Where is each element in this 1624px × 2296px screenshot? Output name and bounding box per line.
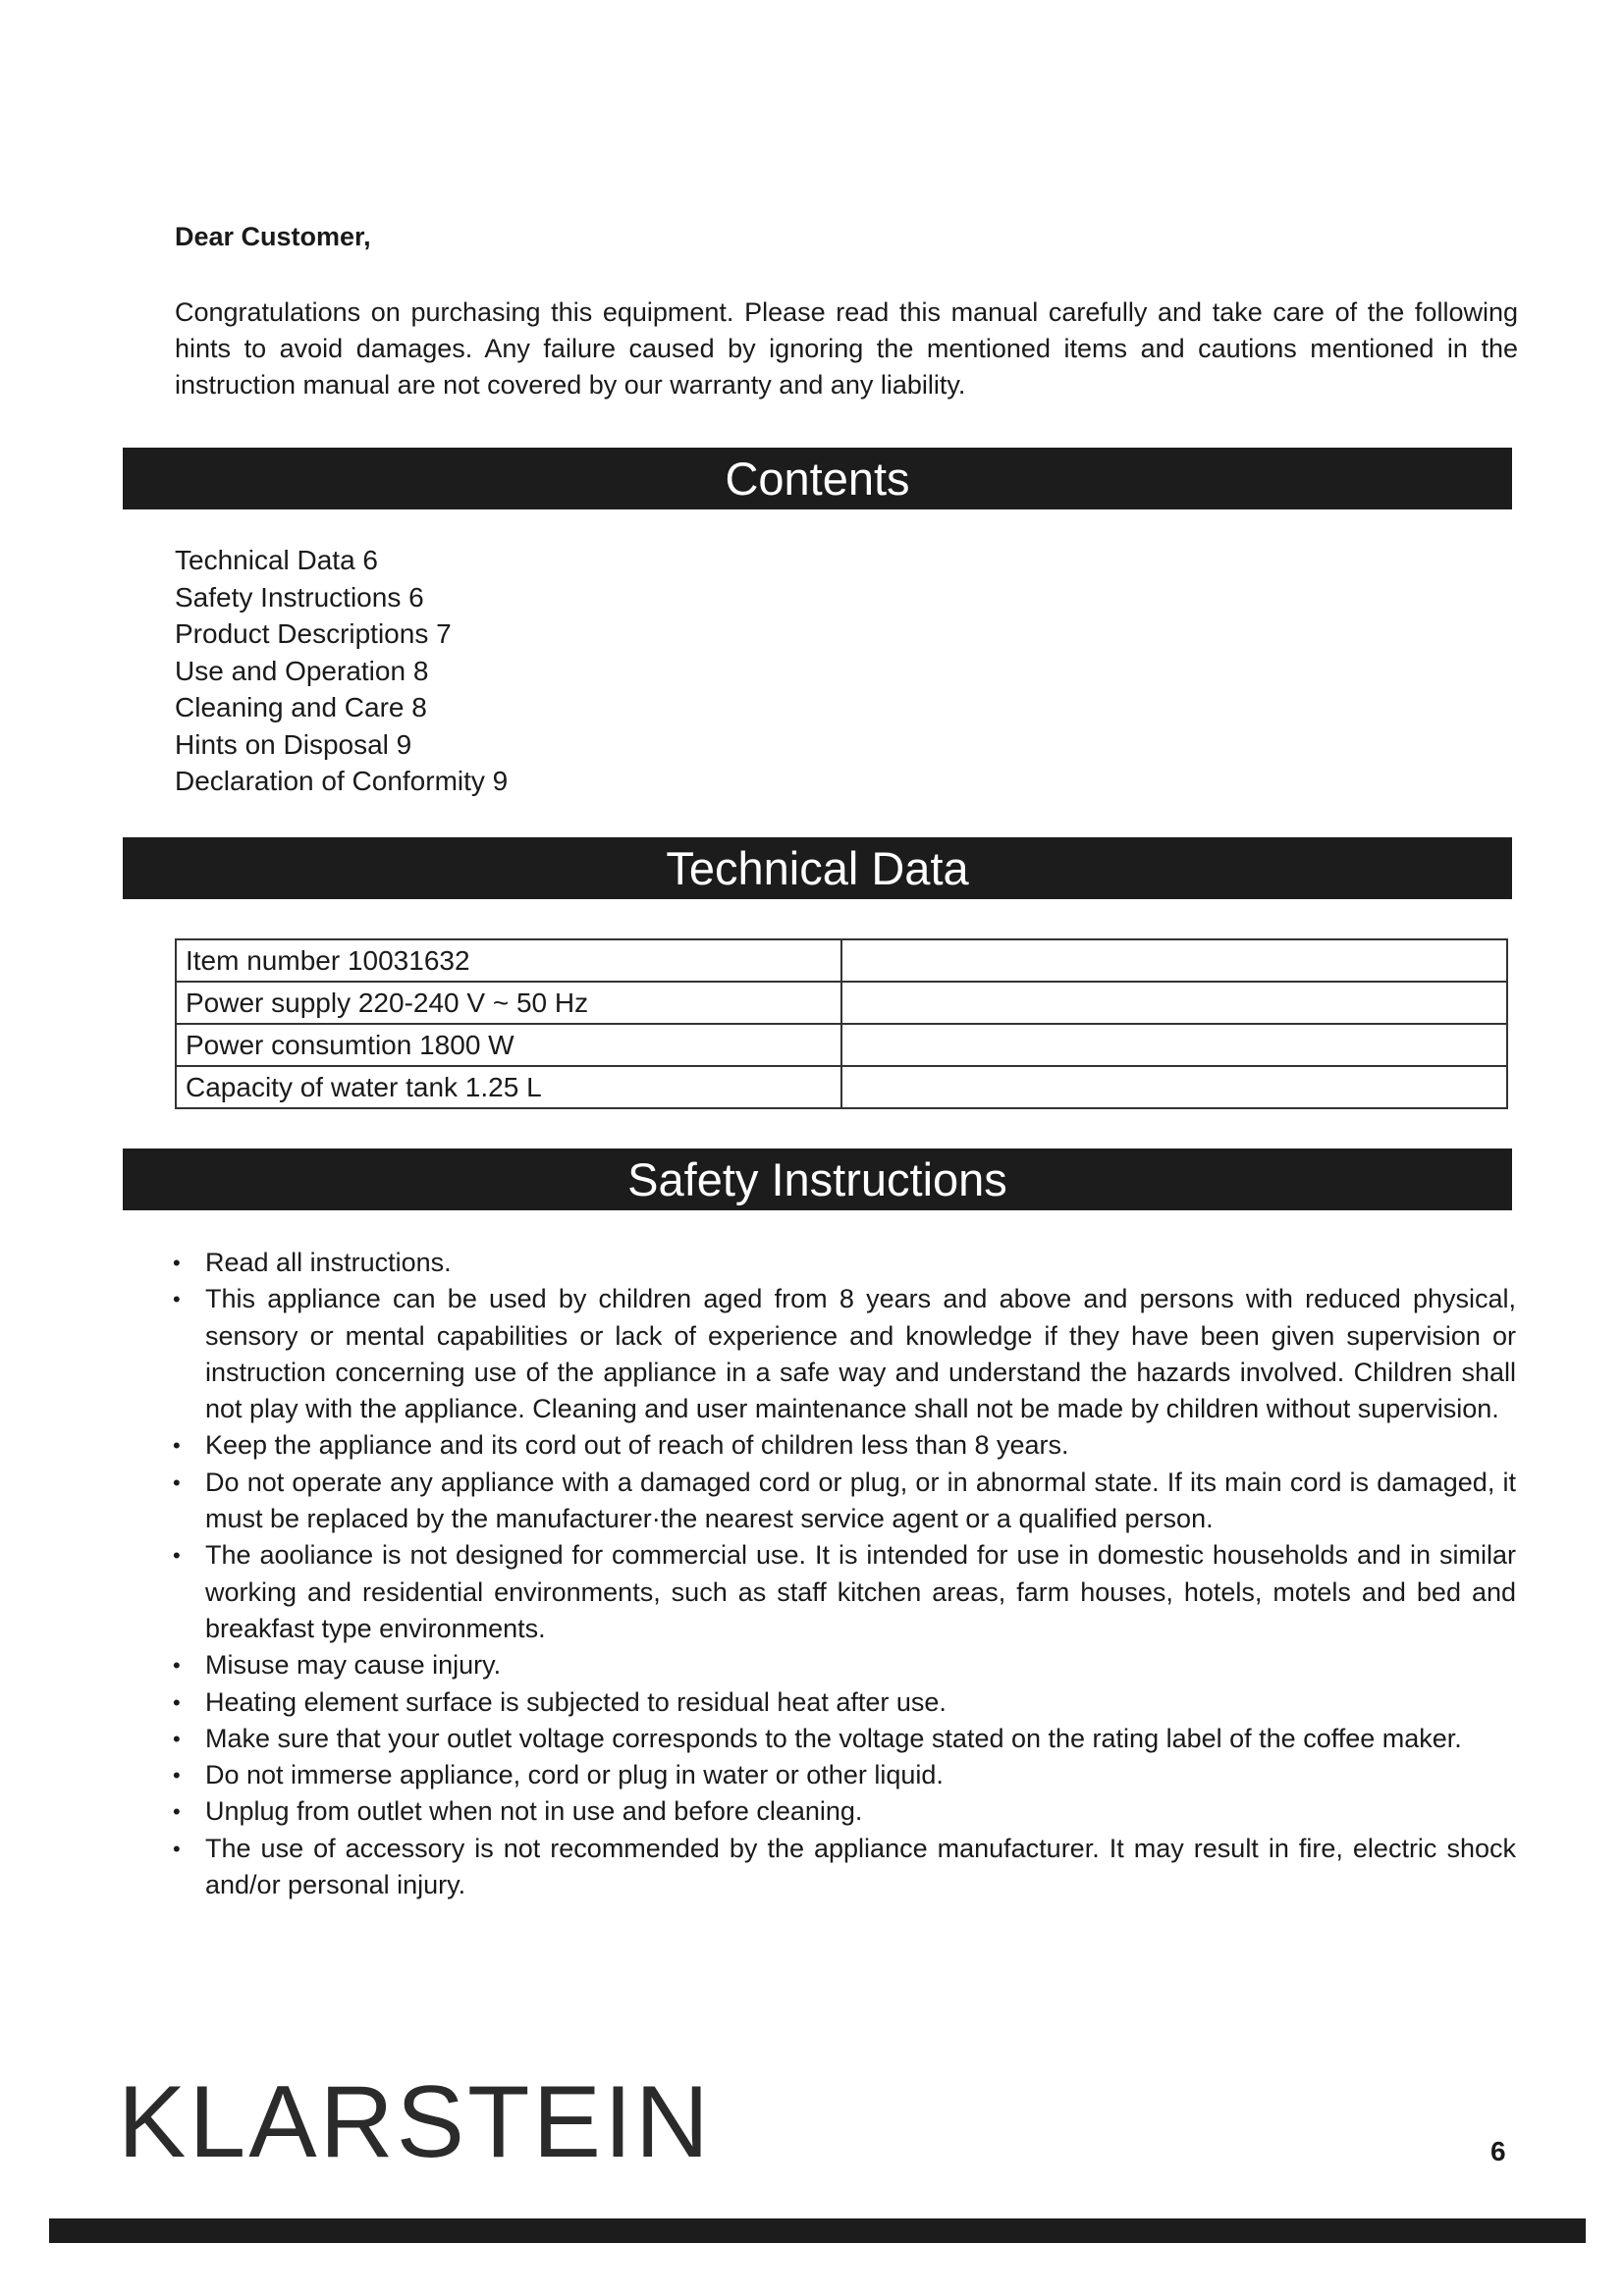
technical-data-heading: Technical Data <box>123 837 1512 899</box>
safety-instructions-heading: Safety Instructions <box>123 1148 1512 1210</box>
toc-item: Technical Data 6 <box>175 545 379 575</box>
list-item: • Do not immerse appliance, cord or plug in water or other liquid. <box>169 1757 1516 1793</box>
list-item: • Keep the appliance and its cord out of reach of children less than 8 years. <box>169 1427 1516 1464</box>
technical-data-table <box>175 938 1508 1109</box>
list-item: • Heating element surface is subjected to residual heat after use. <box>169 1684 1516 1721</box>
table-cell: Capacity of water tank 1.25 L <box>176 1066 841 1108</box>
list-item: • Make sure that your outlet voltage corresponds to the voltage stated on the rating label of the coffee maker. <box>169 1721 1516 1757</box>
table-row <box>176 1024 1507 1066</box>
safety-list <box>169 1245 1516 1903</box>
list-item: • Do not operate any appliance with a damaged cord or plug, or in abnormal state. If its main cord is damaged, it must be replaced by the manufacturer·the nearest service agent or a qualified person. <box>169 1465 1516 1538</box>
toc-item: Safety Instructions 6 <box>175 581 424 613</box>
table-row <box>176 982 1507 1024</box>
table-row <box>176 939 1507 982</box>
intro-paragraph: Congratulations on purchasing this equipment. Please read this manual carefully and take care of the following hints to avoid damages. Any failure caused by ignoring the mentioned items and cautions mentioned in the instruction manual are not covered by our warranty and any liability. <box>175 297 1518 400</box>
page-number: 6 <box>1490 2136 1506 2166</box>
footer-bar <box>49 2218 1586 2243</box>
brand-logo: KLARSTEIN <box>118 2065 712 2179</box>
toc-item: Declaration of Conformity 9 <box>175 766 509 796</box>
toc-item: Product Descriptions 7 <box>175 618 452 649</box>
contents-heading: Contents <box>123 448 1512 509</box>
list-item: • This appliance can be used by children aged from 8 years and above and persons with reduced physical, sensory or mental capabilities or lack of experience and knowledge if they have been given supervision or instruction concerning use of the appliance in a safe way and understand the hazards involved. Children shall not play with the appliance. Cleaning and user maintenance shall not be made by children without supervision. <box>169 1281 1516 1427</box>
contents-list <box>175 542 508 800</box>
list-item: • Misuse may cause injury. <box>169 1647 1516 1683</box>
greeting: Dear Customer, <box>175 222 371 251</box>
table-cell: Item number 10031632 <box>176 939 841 982</box>
toc-item: Hints on Disposal 9 <box>175 728 412 760</box>
toc-item: Cleaning and Care 8 <box>175 692 427 722</box>
list-item: • Read all instructions. <box>169 1245 1516 1281</box>
list-item: • The aooliance is not designed for commercial use. It is intended for use in domestic households and in similar working and residential environments, such as staff kitchen areas, farm houses, hotels, motels and bed and breakfast type environments. <box>169 1537 1516 1647</box>
table-cell: Power supply 220-240 V ~ 50 Hz <box>176 982 841 1024</box>
table-cell <box>841 939 1507 982</box>
list-item: • Unplug from outlet when not in use and before cleaning. <box>169 1793 1516 1830</box>
table-cell <box>841 1024 1507 1066</box>
list-item: • The use of accessory is not recommended by the appliance manufacturer. It may result in fire, electric shock and/or personal injury. <box>169 1831 1516 1904</box>
table-cell <box>841 982 1507 1024</box>
table-cell: Power consumtion 1800 W <box>176 1024 841 1066</box>
table-row <box>176 1066 1507 1108</box>
toc-item: Use and Operation 8 <box>175 655 429 686</box>
table-cell <box>841 1066 1507 1108</box>
